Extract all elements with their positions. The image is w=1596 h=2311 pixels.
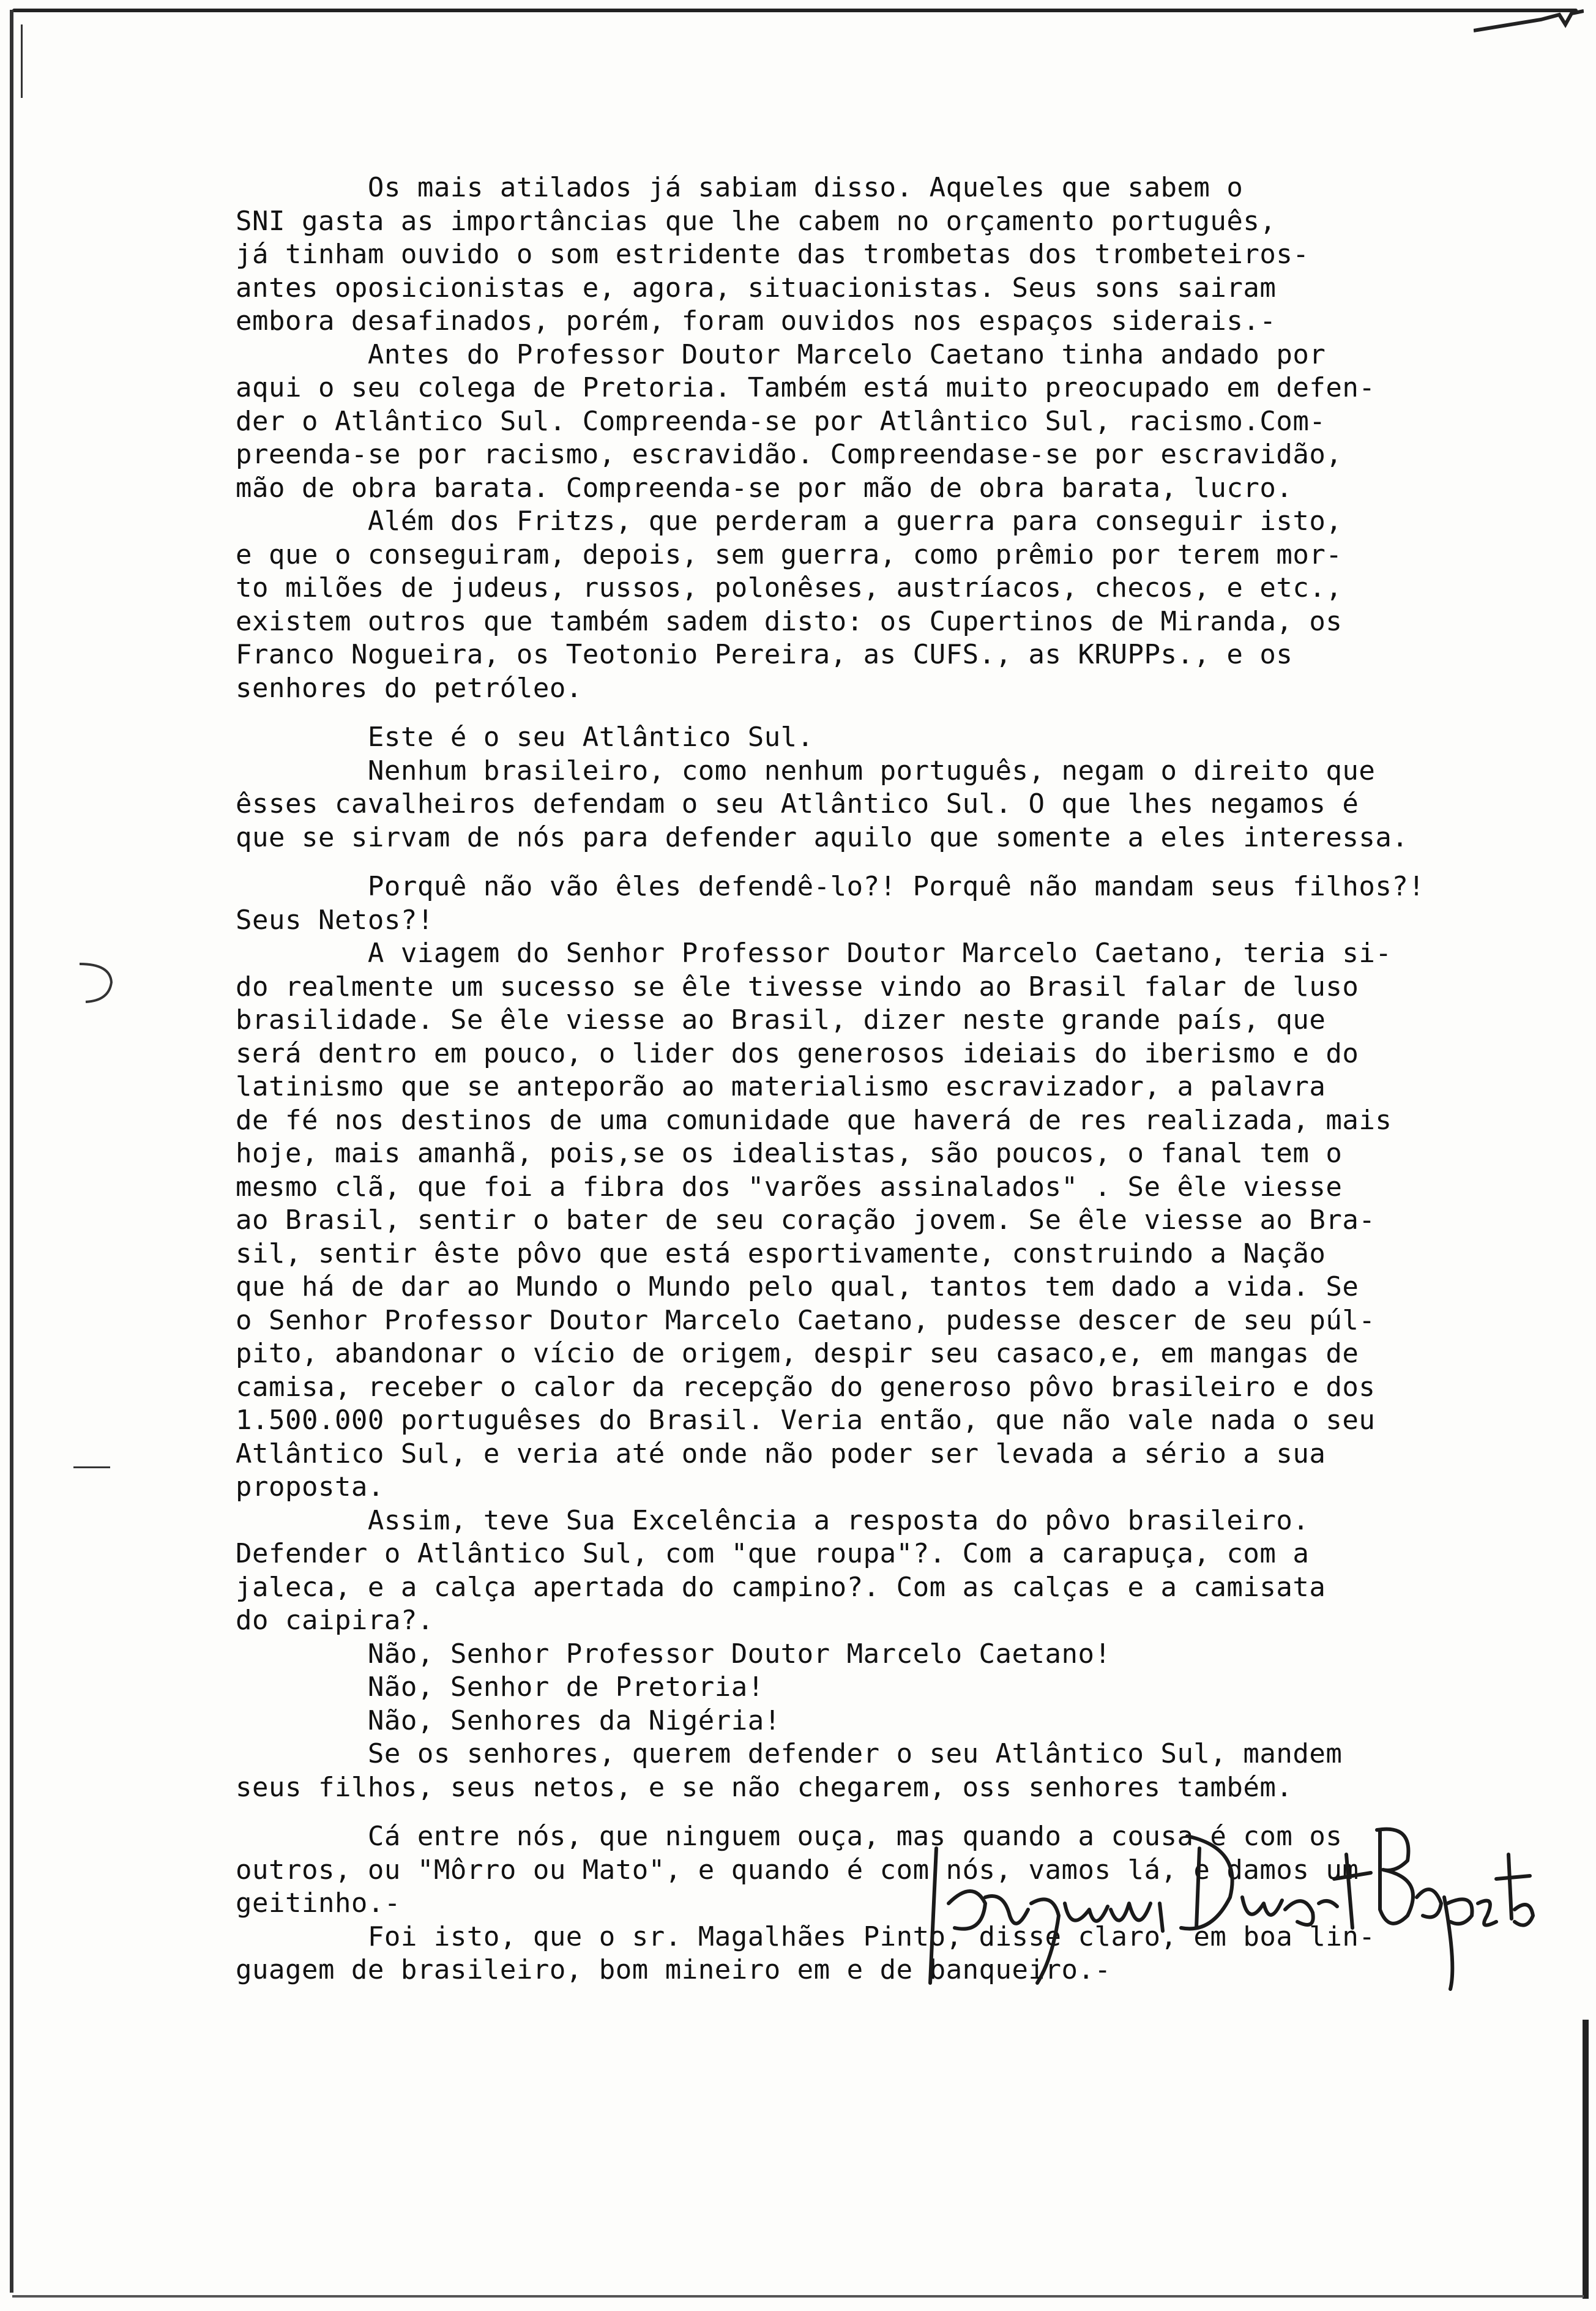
page-edge-right	[1583, 2020, 1589, 2299]
text-line: Atlântico Sul, e veria até onde não poder ser levada a sério a sua	[236, 1438, 1326, 1469]
text-line: embora desafinados, porém, foram ouvidos nos espaços siderais.-	[236, 305, 1277, 337]
text-line: Não, Senhor de Pretoria!	[236, 1671, 764, 1703]
text-line: pito, abandonar o vício de origem, despir seu casaco,e, em mangas de	[236, 1338, 1359, 1369]
text-line: preenda-se por racismo, escravidão. Compreendase-se por escravidão,	[236, 439, 1343, 470]
text-line: mesmo clã, que foi a fibra dos "varões assinalados" . Se êle viesse	[236, 1171, 1343, 1203]
text-line: Nenhum brasileiro, como nenhum português, negam o direito que	[236, 755, 1376, 786]
margin-dash-mark	[73, 1466, 110, 1468]
text-line: camisa, receber o calor da recepção do generoso pôvo brasileiro e dos	[236, 1371, 1376, 1403]
text-line: já tinham ouvido o som estridente das trombetas dos trombeteiros-	[236, 239, 1310, 270]
text-line: mão de obra barata. Compreenda-se por mão de obra barata, lucro.	[236, 472, 1293, 504]
text-line: Porquê não vão êles defendê-lo?! Porquê não mandam seus filhos?!	[236, 871, 1425, 902]
page-corner-mark	[1474, 6, 1584, 34]
text-line: Se os senhores, querem defender o seu Atlântico Sul, mandem	[236, 1738, 1343, 1769]
page-edge-top	[12, 9, 1578, 12]
text-line: Antes do Professor Doutor Marcelo Caetano tinha andado por	[236, 338, 1326, 370]
page-edge-left	[10, 10, 13, 2293]
text-line: geitinho.-	[236, 1887, 401, 1919]
text-line: que se sirvam de nós para defender aquilo que somente a eles interessa.	[236, 821, 1409, 853]
text-line: proposta.	[236, 1471, 384, 1503]
text-line: ao Brasil, sentir o bater de seu coração jovem. Se êle viesse ao Bra-	[236, 1204, 1376, 1236]
typewritten-text-body	[236, 171, 1515, 1987]
text-line: Os mais atilados já sabiam disso. Aqueles que sabem o	[236, 172, 1244, 203]
text-line: to milões de judeus, russos, polonêses, austríacos, checos, e etc.,	[236, 572, 1343, 603]
paragraph-gap	[236, 705, 1515, 721]
text-line: do realmente um sucesso se êle tivesse vindo ao Brasil falar de luso	[236, 971, 1359, 1002]
text-line: o Senhor Professor Doutor Marcelo Caetano, pudesse descer de seu púl-	[236, 1304, 1376, 1336]
text-line: Cá entre nós, que ninguem ouça, mas quando a cousa é com os	[236, 1821, 1343, 1852]
text-line: existem outros que também sadem disto: os Cupertinos de Miranda, os	[236, 605, 1343, 637]
text-line: der o Atlântico Sul. Compreenda-se por Atlântico Sul, racismo.Com-	[236, 405, 1326, 437]
page-edge-left-mark	[21, 24, 23, 98]
text-line: Não, Senhores da Nigéria!	[236, 1704, 781, 1736]
text-line: Foi isto, que o sr. Magalhães Pinto, disse claro, em boa lin-	[236, 1921, 1376, 1952]
paragraph-gap	[236, 854, 1515, 870]
text-line: hoje, mais amanhã, pois,se os idealistas, são poucos, o fanal tem o	[236, 1138, 1343, 1169]
text-line: de fé nos destinos de uma comunidade que haverá de res realizada, mais	[236, 1104, 1392, 1136]
text-line: Defender o Atlântico Sul, com "que roupa"?. Com a carapuça, com a	[236, 1538, 1310, 1569]
text-line: Assim, teve Sua Excelência a resposta do pôvo brasileiro.	[236, 1504, 1310, 1536]
text-line: será dentro em pouco, o lider dos generosos ideiais do iberismo e do	[236, 1037, 1359, 1069]
text-line: Este é o seu Atlântico Sul.	[236, 722, 814, 753]
text-line: do caipira?.	[236, 1605, 434, 1636]
text-line: senhores do petróleo.	[236, 672, 583, 704]
text-line: Seus Netos?!	[236, 904, 434, 936]
text-line: Além dos Fritzs, que perderam a guerra para conseguir isto,	[236, 506, 1343, 537]
text-line: sil, sentir êste pôvo que está esportivamente, construindo a Nação	[236, 1238, 1326, 1269]
text-line: brasilidade. Se êle viesse ao Brasil, dizer neste grande país, que	[236, 1004, 1326, 1036]
page-edge-bottom	[12, 2295, 1584, 2298]
text-line: seus filhos, seus netos, e se não chegarem, oss senhores também.	[236, 1771, 1293, 1803]
text-line: outros, ou "Môrro ou Mato", e quando é com nós, vamos lá, e damos um	[236, 1854, 1359, 1886]
text-line: Franco Nogueira, os Teotonio Pereira, as CUFS., as KRUPPs., e os	[236, 639, 1293, 670]
text-line: jaleca, e a calça apertada do campino?. Com as calças e a camisata	[236, 1571, 1326, 1603]
text-line: A viagem do Senhor Professor Doutor Marcelo Caetano, teria si-	[236, 938, 1392, 969]
text-line: antes oposicionistas e, agora, situacionistas. Seus sons sairam	[236, 272, 1277, 304]
text-line: que há de dar ao Mundo o Mundo pelo qual, tantos tem dado a vida. Se	[236, 1271, 1359, 1302]
text-line: aqui o seu colega de Pretoria. Também está muito preocupado em defen-	[236, 372, 1376, 403]
text-line: guagem de brasileiro, bom mineiro em e de banqueiro.-	[236, 1954, 1111, 1985]
punch-hole-mark	[73, 958, 129, 1007]
text-line: SNI gasta as importâncias que lhe cabem no orçamento português,	[236, 205, 1277, 237]
handwritten-signature	[924, 1812, 1536, 1995]
text-line: e que o conseguiram, depois, sem guerra, como prêmio por terem mor-	[236, 539, 1343, 570]
text-line: êsses cavalheiros defendam o seu Atlântico Sul. O que lhes negamos é	[236, 788, 1359, 819]
text-line: Não, Senhor Professor Doutor Marcelo Caetano!	[236, 1638, 1111, 1670]
text-line: 1.500.000 portuguêses do Brasil. Veria então, que não vale nada o seu	[236, 1405, 1376, 1436]
text-line: latinismo que se anteporão ao materialismo escravizador, a palavra	[236, 1071, 1326, 1102]
